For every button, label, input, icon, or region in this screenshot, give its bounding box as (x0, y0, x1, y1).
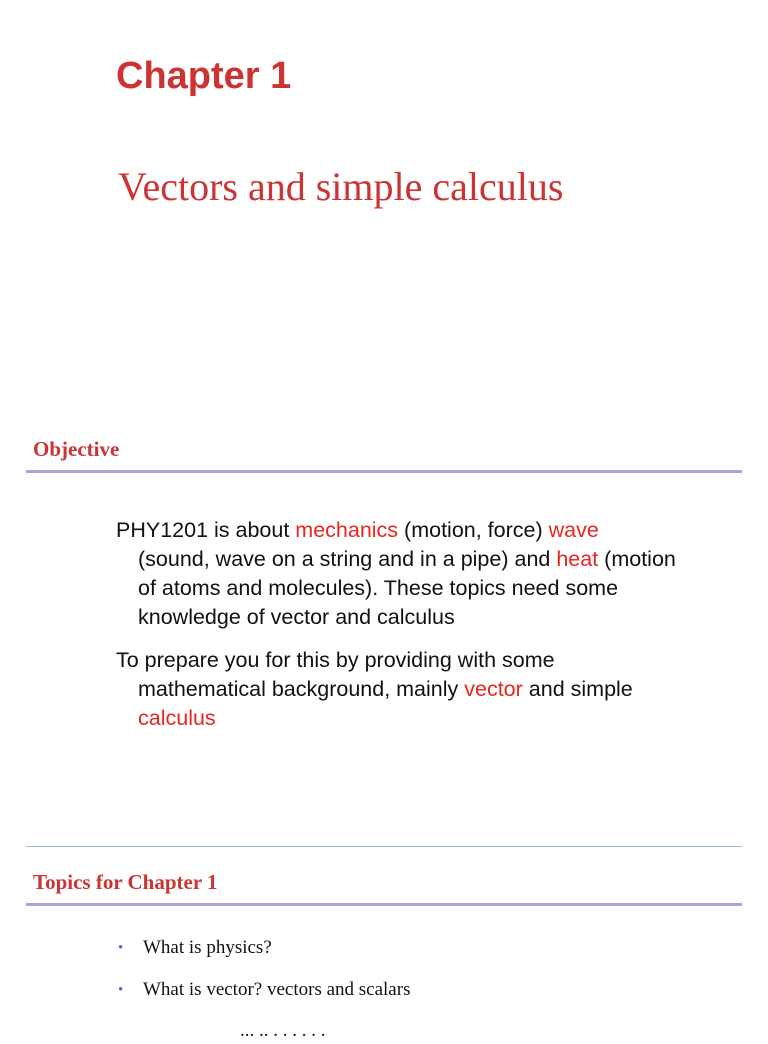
highlight-calculus: calculus (138, 706, 216, 730)
objective-heading: Objective (33, 437, 120, 461)
chapter-subtitle: Vectors and simple calculus (118, 164, 564, 209)
topics-heading: Topics for Chapter 1 (33, 870, 218, 894)
slide-separator (26, 846, 742, 847)
highlight-vector: vector (464, 677, 523, 701)
highlight-mechanics: mechanics (295, 518, 399, 542)
objective-text: PHY1201 is about (116, 518, 296, 542)
topic-text: What is physics? (143, 937, 272, 958)
highlight-heat: heat (556, 547, 599, 571)
objective-paragraph-2 (116, 646, 676, 733)
list-item (118, 977, 410, 1003)
bullet-icon: • (118, 940, 124, 956)
chapter-title: Chapter 1 (116, 55, 292, 97)
highlight-wave: wave (548, 518, 599, 542)
objective-text: (motion, force) (398, 518, 549, 542)
objective-text: (sound, wave on a string and in a pipe) and (138, 547, 557, 571)
cut-off-text: ... .. . . . . . . (240, 1020, 326, 1041)
list-item (118, 935, 410, 961)
objective-paragraph-1 (116, 516, 676, 632)
objective-body (116, 516, 676, 733)
objective-divider (26, 470, 742, 473)
topics-list (118, 935, 410, 1019)
bullet-icon: • (118, 982, 124, 998)
objective-text: To prepare you for this by providing with some mathematical background, mainly (116, 648, 555, 701)
objective-text: and simple (522, 677, 633, 701)
topics-divider (26, 903, 742, 906)
objective-text: (motion of atoms and molecules). These topics need some knowledge of vector and calculus (138, 547, 676, 629)
topic-text: What is vector? vectors and scalars (143, 979, 411, 1000)
